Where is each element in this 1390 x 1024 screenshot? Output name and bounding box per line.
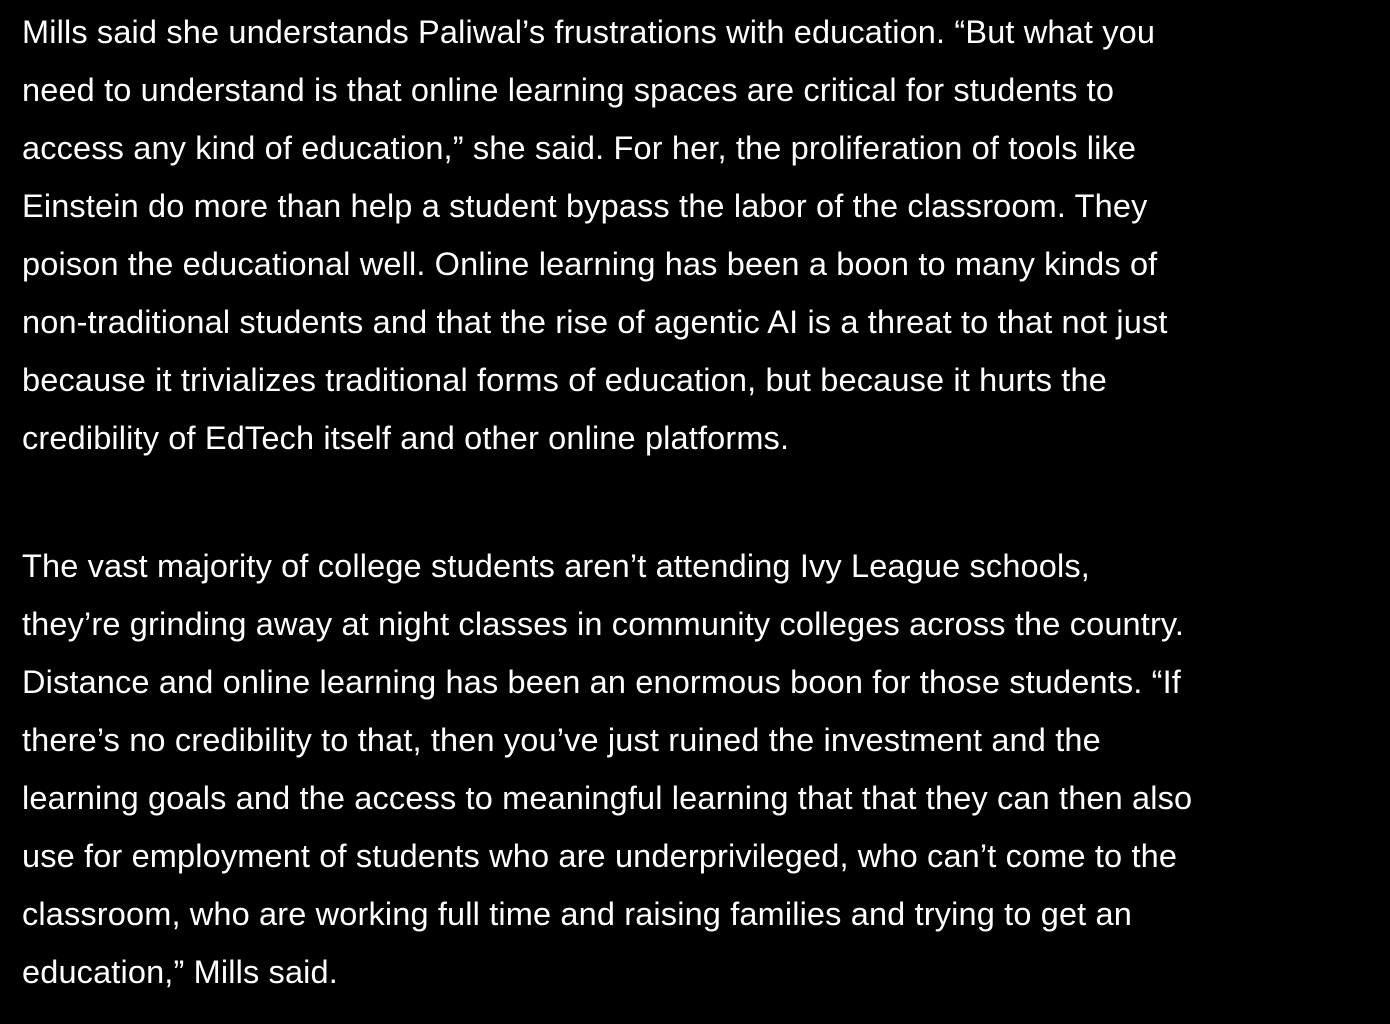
text-line: The vast majority of college students aren’t attending Ivy League schools, (22, 548, 1090, 584)
text-line: classroom, who are working full time and raising families and trying to get an (22, 896, 1132, 932)
text-line: Distance and online learning has been an enormous boon for those students. “If (22, 664, 1181, 700)
text-line: access any kind of education,” she said. For her, the proliferation of tools like (22, 130, 1137, 166)
text-line: because it trivializes traditional forms of education, but because it hurts the (22, 362, 1107, 398)
paragraph-1 (22, 3, 1382, 467)
text-line: use for employment of students who are underprivileged, who can’t come to the (22, 838, 1178, 874)
text-line: Einstein do more than help a student bypass the labor of the classroom. They (22, 188, 1148, 224)
paragraph-2 (22, 537, 1382, 1001)
text-line: they’re grinding away at night classes in community colleges across the country. (22, 606, 1185, 642)
text-line: poison the educational well. Online learning has been a boon to many kinds of (22, 246, 1158, 282)
text-line: non-traditional students and that the rise of agentic AI is a threat to that not just (22, 304, 1168, 340)
text-line: there’s no credibility to that, then you’ve just ruined the investment and the (22, 722, 1101, 758)
text-line: need to understand is that online learning spaces are critical for students to (22, 72, 1115, 108)
text-line: education,” Mills said. (22, 954, 338, 990)
text-line: credibility of EdTech itself and other online platforms. (22, 420, 790, 456)
text-line: Mills said she understands Paliwal’s frustrations with education. “But what you (22, 14, 1156, 50)
article-body (22, 3, 1382, 1001)
text-line: learning goals and the access to meaningful learning that that they can then also (22, 780, 1193, 816)
